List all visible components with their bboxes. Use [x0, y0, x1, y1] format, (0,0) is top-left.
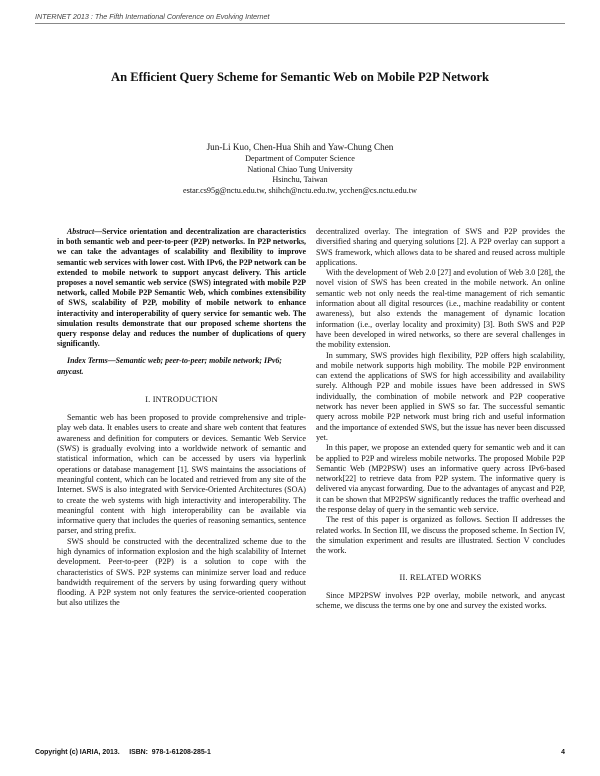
paper-authors: Jun-Li Kuo, Chen-Hua Shih and Yaw-Chung Chen	[206, 142, 394, 152]
intro-paragraph-3: With the development of Web 2.0 [27] and evolution of Web 3.0 [28], the novel vision of SWS has been created in the mobile network. An online semantic web not only needs the real-time management of rich semantic information about all digital resources (i.e., machine readability or content awareness), but also extends the management of dynamic location information (i.e., overlay locality and proximity) [3]. Both SWS and P2P have been developed in wired networks, so there are several challenges in the mobility extension.	[316, 268, 565, 350]
related-paragraph-1: Since MP2PSW involves P2P overlay, mobile network, and anycast scheme, we discuss the terms one by one and survey the existed works.	[316, 590, 565, 611]
header-rule	[35, 23, 565, 24]
paper-title: An Efficient Query Scheme for Semantic Web on Mobile P2P Network	[110, 70, 489, 84]
intro-paragraph-5: In this paper, we propose an extended query for semantic web and it can be applied to P2P and wireless mobile networks. The proposed Mobile P2P Semantic Web (MP2PSW) uses an informative query across IPv6-based network[22] to retrieve data from P2P system. The informative query is delivered via anycast forwarding. Due to the advantages of anycast and P2P, it can be shown that MP2PSW significantly reduces the traffic overhead and the response delay of query in the semantic web service.	[316, 443, 565, 515]
affiliation-block	[35, 154, 565, 196]
section-heading-introduction: I. INTRODUCTION	[145, 394, 218, 404]
right-column	[316, 227, 565, 611]
abstract	[57, 227, 306, 349]
affiliation-university: National Chiao Tung University	[247, 164, 353, 174]
intro-paragraph-2-continued: decentralized overlay. The integration of SWS and P2P provides the diversified sharing and querying solutions [2]. A P2P overlay can support a SWS framework, which allows data to be shared and reused across multiple applications.	[316, 227, 565, 267]
index-terms: Index Terms—Semantic web; peer-to-peer; mobile network; IPv6; anycast.	[57, 356, 282, 376]
abstract-label: Abstract	[67, 227, 95, 236]
intro-paragraph-1: Semantic web has been proposed to provide comprehensive and triple-play web data. It enables users to create and share web content that features awareness and definition for computers or devices. Semantic Web Service (SWS) is gradually evolving into a worldwide network of semantic and statistical information, which can be accessed by users via hyperlink operations or database management [1]. SWS maintains the associations of meaningful content, which can be located and retrieved from any site of the Internet. SWS is also integrated with Service-Oriented Architectures (SOA) to create the web systems with high interactivity and interoperability. The meaningful content with high interoperability can be available via informative query that includes the queries of reasoning semantics, sentence parser, and string prefix.	[57, 413, 306, 536]
abstract-text: —Service orientation and decentralization are characteristics in both semantic web and peer-to-peer (P2P) networks. In P2P networks, we can take the advantages of scalability and flexibility to improve semantic web services with lower cost. With IPv6, the P2P network can be extended to mobile network to support anycast delivery. This article proposes a novel semantic web service (SWS) integrated with mobile P2P network, called Mobile P2P Semantic Web, which combines extensibility of SWS, scalability of P2P, mobility of mobile network to enhance interactivity and interoperability of query service for semantic web. The simulation results demonstrate that our proposed scheme shortens the query response delay and reduces the number of duplications of query significantly.	[57, 227, 306, 349]
section-heading-related-works: II. RELATED WORKS	[399, 572, 482, 582]
intro-paragraph-2: SWS should be constructed with the decentralized scheme due to the high dynamics of information explosion and the high scalability of Internet development. Peer-to-peer (P2P) is a solution to cope with the characteristics of SWS. P2P systems can minimize server load and reduce bandwidth requirement of the servers by using forwarding query without flooding. A P2P system not only features the service-oriented cooperation but also utilizes the	[57, 536, 306, 608]
copyright-isbn: Copyright (c) IARIA, 2013. ISBN: 978-1-61208-285-1	[35, 749, 211, 756]
affiliation-emails: estar.cs95g@nctu.edu.tw, shihch@nctu.edu.tw, ycchen@cs.nctu.edu.tw	[183, 185, 417, 195]
page-number: 4	[561, 749, 565, 756]
affiliation-department: Department of Computer Science	[245, 154, 355, 163]
left-column	[57, 227, 306, 609]
conference-header: INTERNET 2013 : The Fifth International Conference on Evolving Internet	[35, 12, 270, 21]
page-footer	[35, 749, 565, 756]
affiliation-location: Hsinchu, Taiwan	[272, 175, 328, 185]
intro-paragraph-4: In summary, SWS provides high flexibility, P2P offers high scalability, and mobile network supports high mobility. The mobile P2P environment can extend the applications of SWS for high accessibility and availability surely. Although P2P and mobile issues have been addressed in SWS individually, the combination of mobile network and P2P cooperative network has never been applied in SWS so far. The successful semantic query across mobile P2P network must bring rich and useful information and the importance of extended SWS, but the issue has never been discussed yet.	[316, 350, 565, 442]
intro-paragraph-6: The rest of this paper is organized as follows. Section II addresses the related works. In Section III, we discuss the proposed scheme. In Section IV, the simulation experiment and results are illustrated. Section V concludes the work.	[316, 515, 565, 556]
